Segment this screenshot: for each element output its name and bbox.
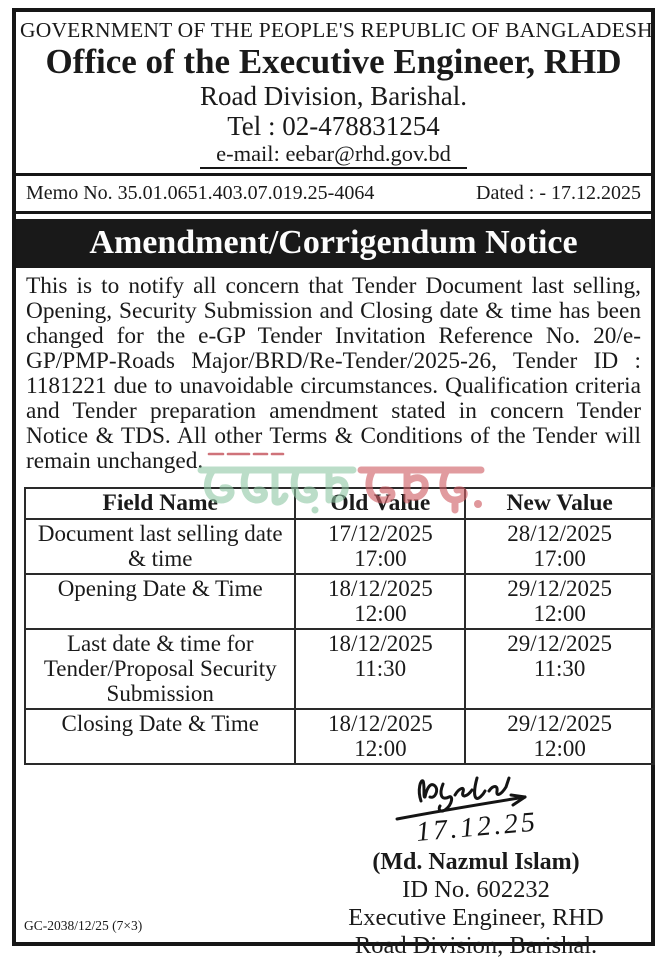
table-row: [25, 519, 654, 574]
government-line: GOVERNMENT OF THE PEOPLE'S REPUBLIC OF BANGLADESH: [20, 18, 653, 42]
table-header-row: [25, 488, 654, 519]
old-time: 11:30: [354, 656, 407, 681]
telephone-line: Tel : 02-478831254: [227, 111, 440, 141]
new-time: 17:00: [533, 546, 586, 571]
new-time: 11:30: [533, 656, 586, 681]
field-cell: Closing Date & Time: [25, 709, 295, 764]
new-value-cell: [465, 629, 654, 709]
old-time: 12:00: [354, 736, 407, 761]
memo-number: Memo No. 35.01.0651.403.07.019.25-4064: [26, 182, 375, 204]
new-date: 29/12/2025: [507, 711, 613, 736]
signature-icon: [359, 771, 594, 849]
document-border-frame: [12, 8, 655, 959]
old-value-cell: [295, 519, 465, 574]
memo-date: Dated : - 17.12.2025: [476, 182, 641, 204]
notice-title-banner: Amendment/Corrigendum Notice: [16, 219, 651, 268]
signature-date-handwritten: 17.12.25: [414, 806, 539, 848]
table-row: [25, 574, 654, 629]
table-row: [25, 709, 654, 764]
old-date: 18/12/2025: [327, 576, 433, 601]
field-cell: Last date & time for Tender/Proposal Security Submission: [25, 629, 295, 709]
new-date: 29/12/2025: [507, 576, 613, 601]
new-value-cell: [465, 519, 654, 574]
memo-row: [16, 176, 651, 214]
letterhead: [16, 12, 651, 176]
signatory-title: Executive Engineer, RHD: [348, 904, 604, 931]
new-time: 12:00: [533, 601, 586, 626]
header-field-name: Field Name: [25, 488, 295, 519]
email-line: [20, 141, 647, 169]
division-line: Road Division, Barishal.: [200, 81, 467, 111]
office-title: Office of the Executive Engineer, RHD: [45, 42, 622, 81]
old-time: 17:00: [354, 546, 407, 571]
new-value-cell: [465, 574, 654, 629]
field-cell: Opening Date & Time: [25, 574, 295, 629]
signatory-id: ID No. 602232: [402, 876, 550, 903]
notice-body: This is to notify all concern that Tender Document last selling, Opening, Security Submission and Closing date & time has been changed for the e-GP Tender Invitation Reference No. 20/e-GP/PMP-Roads Major/BRD/Re-Tender/2025-26, Tender ID : 1181221 due to unavoidable circumstances. Qualification criteria and Tender preparation amendment stated in concern Tender Notice & TDS. All other Terms & Conditions of the Tender will remain unchanged.: [26, 273, 641, 474]
signature-block: [311, 771, 641, 960]
old-date: 18/12/2025: [327, 711, 433, 736]
table-row: [25, 629, 654, 709]
header-old-value: Old Value: [295, 488, 465, 519]
old-date: 18/12/2025: [327, 631, 433, 656]
field-cell: Document last selling date & time: [25, 519, 295, 574]
new-date: 28/12/2025: [507, 521, 613, 546]
new-date: 29/12/2025: [507, 631, 613, 656]
old-value-cell: [295, 574, 465, 629]
new-value-cell: [465, 709, 654, 764]
new-time: 12:00: [533, 736, 586, 761]
amendment-table: [24, 487, 655, 765]
old-time: 12:00: [354, 601, 407, 626]
old-value-cell: [295, 629, 465, 709]
signatory-name: (Md. Nazmul Islam): [372, 849, 580, 875]
old-value-cell: [295, 709, 465, 764]
email-text: e-mail: eebar@rhd.gov.bd: [200, 141, 467, 169]
press-code: GC-2038/12/25 (7×3): [24, 918, 143, 933]
signatory-division: Road Division, Barishal.: [354, 932, 598, 959]
old-date: 17/12/2025: [327, 521, 433, 546]
header-new-value: New Value: [465, 488, 654, 519]
